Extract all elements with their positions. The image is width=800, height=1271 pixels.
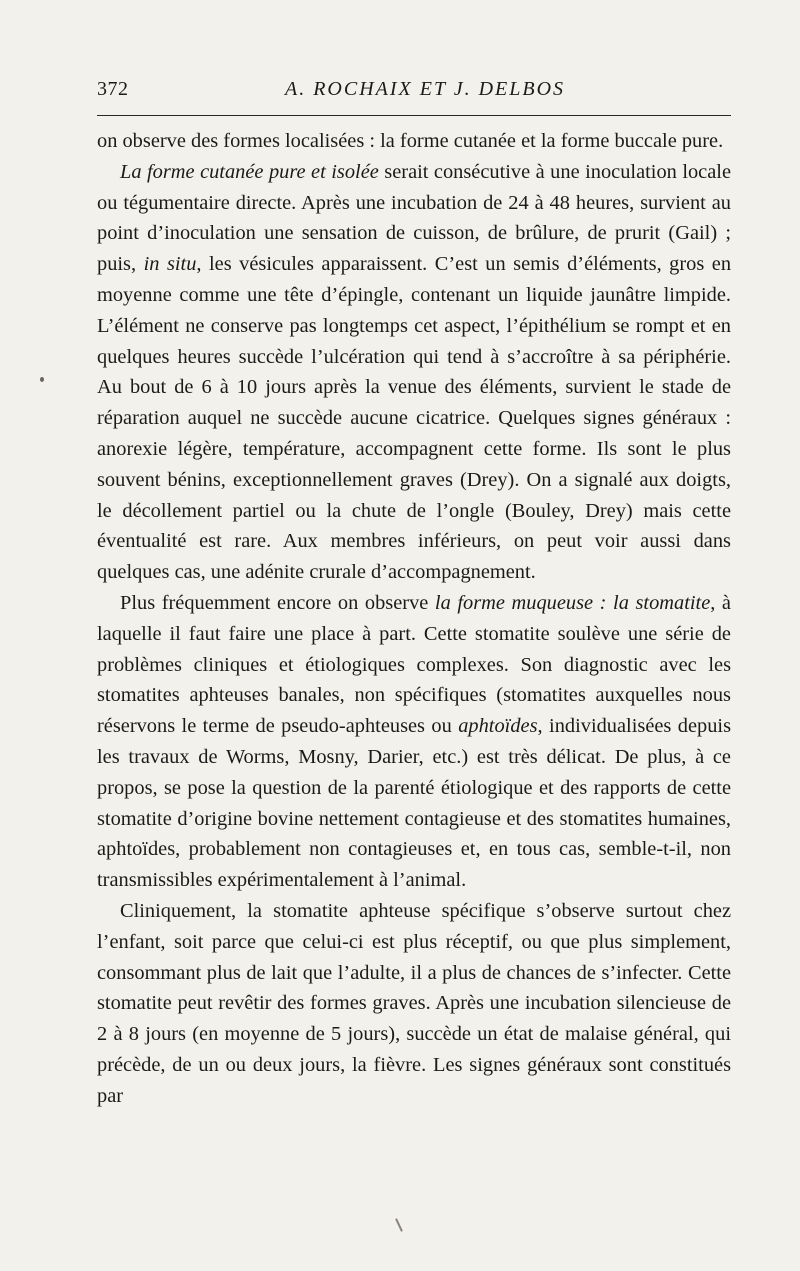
italic-text: in situ — [143, 253, 197, 276]
paragraph — [97, 157, 731, 588]
header-rule — [97, 115, 731, 116]
page-number: 372 — [97, 78, 129, 100]
body-text — [97, 126, 731, 1112]
running-head: A. ROCHAIX ET J. DELBOS — [285, 78, 566, 100]
text-run: on observe des formes localisées : la forme cutanée et la forme buccale pure. — [97, 130, 724, 152]
italic-text: la forme muqueuse : la stomatite — [434, 591, 711, 614]
text-run: serait consécutive à une inoculation locale ou tégumentaire directe. Après une incubation de 24 à 48 heures, survient au point d’inoculation une sensation de cuisson, de brûlure, de prurit (Gail) ; puis, — [97, 160, 731, 276]
page-header — [97, 78, 731, 108]
margin-speck-bottom — [395, 1218, 403, 1232]
text-run: Plus fréquemment encore on observe — [120, 591, 435, 614]
margin-speck — [40, 377, 44, 382]
text-run: Cliniquement, la stomatite aphteuse spécifique s’observe surtout chez l’enfant, soit parce que celui-ci est plus réceptif, ou que plus simplement, consommant plus de lait que l’adulte, il a plus de chances de s’infecter. Cette stomatite peut revêtir des formes graves. Après une incubation silencieuse de 2 à 8 jours (en moyenne de 5 jours), succède un état de malaise général, qui précède, de un ou deux jours, la fièvre. Les signes généraux sont constitués par — [97, 899, 731, 1107]
text-run: , à laquelle il faut faire une place à part. Cette stomatite soulève une série de problèmes cliniques et étiologiques complexes. Son diagnostic avec les stomatites aphteuses banales, non spécifiques (stomatites auxquelles nous réservons le terme de pseudo-aphteuses ou — [97, 591, 731, 738]
italic-text: aphtoïdes — [458, 715, 538, 738]
paragraph — [97, 896, 731, 1112]
paragraph — [97, 588, 731, 896]
text-run: , les vésicules apparaissent. C’est un semis d’éléments, gros en moyenne comme une tête d’épingle, contenant un liquide jaunâtre limpide. L’élément ne conserve pas longtemps cet aspect, l’épithélium se rompt et en quelques heures succède l’ulcération qui tend à s’accroître à sa périphérie. Au bout de 6 à 10 jours après la venue des éléments, survient le stade de réparation auquel ne succède aucune cicatrice. Quelques signes généraux : anorexie légère, température, accompagnent cette forme. Ils sont le plus souvent bénins, exceptionnellement graves (Drey). On a signalé aux doigts, le décollement partiel ou la chute de l’ongle (Bouley, Drey) mais cette éventualité est rare. Aux membres inférieurs, on peut voir aussi dans quelques cas, une adénite crurale d’accompagnement. — [97, 253, 732, 584]
text-run: , individualisées depuis les travaux de Worms, Mosny, Darier, etc.) est très délicat. De plus, à ce propos, se pose la question de la parenté étiologique et des rapports de cette stomatite d’origine bovine nettement contagieuse et des stomatites humaines, aphtoïdes, probablement non contagieuses et, en tous cas, semble-t-il, non transmissibles expérimentalement à l’animal. — [97, 715, 731, 892]
paragraph — [97, 126, 731, 157]
italic-text: La forme cutanée pure et isolée — [120, 160, 379, 183]
